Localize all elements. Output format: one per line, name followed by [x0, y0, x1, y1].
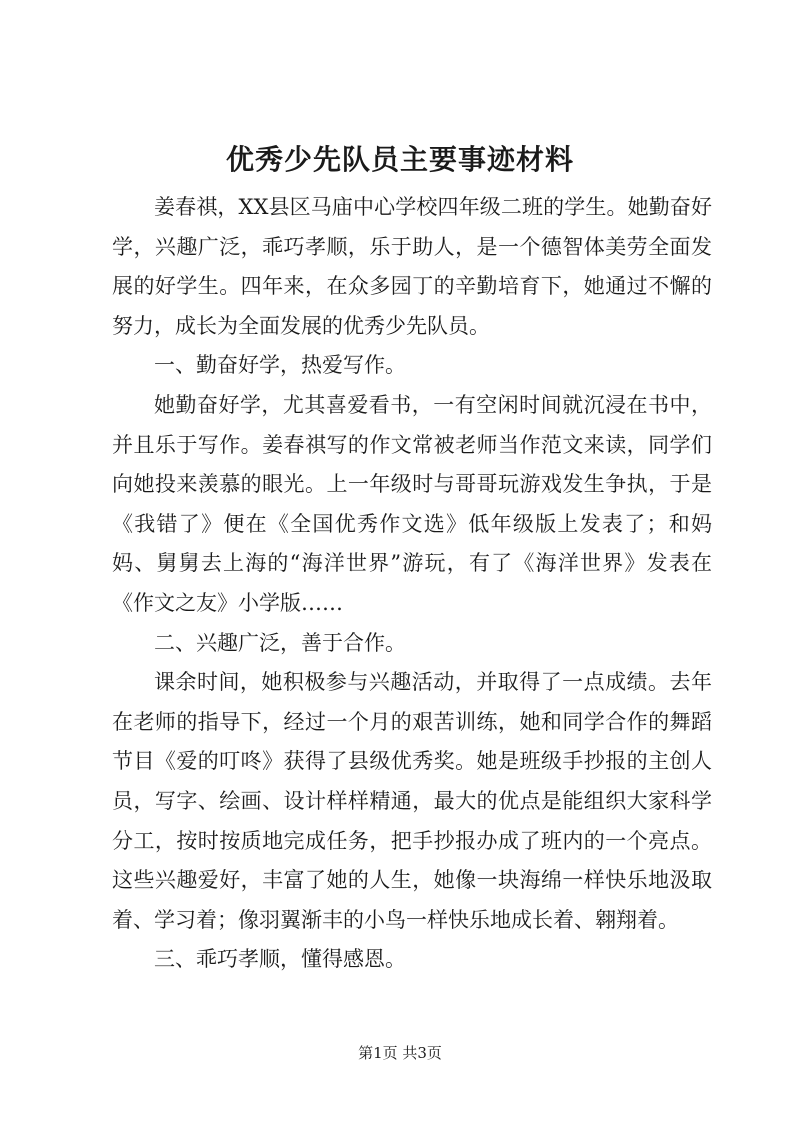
section-2-paragraph: 课余时间，她积极参与兴趣活动，并取得了一点成绩。去年在老师的指导下，经过一个月的艰苦训练，她和同学合作的舞蹈节目《爱的叮咚》获得了县级优秀奖。她是班级手抄报的主创人员，写字、绘画、设计样样精通，最大的优点是能组织大家科学分工，按时按质地完成任务，把手抄报办成了班内的一个亮点。这些兴趣爱好，丰富了她的人生，她像一块海绵一样快乐地汲取着、学习着；像羽翼渐丰的小鸟一样快乐地成长着、翱翔着。 — [112, 670, 712, 932]
section-heading-2: 二、兴趣广泛，善于合作。 — [154, 630, 406, 655]
section-1-paragraph: 她勤奋好学，尤其喜爱看书，一有空闲时间就沉浸在书中，并且乐于写作。姜春祺写的作文常被老师当作范文来读，同学们向她投来羡慕的眼光。上一年级时与哥哥玩游戏发生争执，于是《我错了》便在《全国优秀作文选》低年级版上发表了；和妈妈、舅舅去上海的“海洋世界”游玩，有了《海洋世界》发表在《作文之友》小学版…… — [112, 392, 712, 615]
page-footer: 第1页 共3页 — [358, 1044, 442, 1062]
document-title: 优秀少先队员主要事迹材料 — [225, 143, 574, 176]
section-heading-3: 三、乖巧孝顺，懂得感恩。 — [154, 947, 406, 972]
document-body — [112, 188, 712, 980]
section-heading-1: 一、勤奋好学，热爱写作。 — [154, 353, 406, 378]
intro-paragraph: 姜春祺，XX县区马庙中心学校四年级二班的学生。她勤奋好学，兴趣广泛，乖巧孝顺，乐于助人，是一个德智体美劳全面发展的好学生。四年来，在众多园丁的辛勤培育下，她通过不懈的努力，成长为全面发展的优秀少先队员。 — [112, 195, 712, 338]
